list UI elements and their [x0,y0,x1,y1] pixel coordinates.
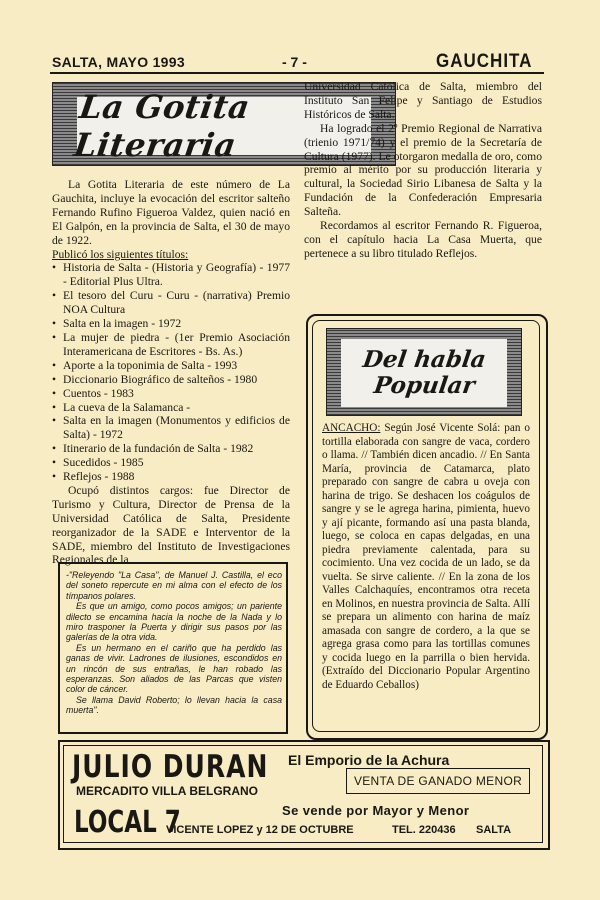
habla-entry [322,422,530,692]
masthead-logo: GAUCHITA [436,49,533,72]
ad-address: VICENTE LOPEZ y 12 DE OCTUBRE [166,824,354,836]
works-list [52,261,290,484]
list-item: • La cueva de la Salamanca - [52,401,290,415]
quote-paragraph: Se llama David Roberto; lo llevan hacia la casa muerta". [66,694,282,716]
ad-venta-box: VENTA DE GANADO MENOR [346,768,530,794]
habla-title-line2: Popular [371,372,477,399]
list-item: • Salta en la imagen - 1972 [52,317,290,331]
list-item: • Aporte a la toponimia de Salta - 1993 [52,359,290,373]
list-item: • Diccionario Biográfico de salteños - 1980 [52,373,290,387]
gotita-title: La Gotita Literaria [71,88,253,164]
list-item: • Sucedidos - 1985 [52,456,290,470]
left-column [52,178,290,567]
habla-title-line1: Del habla [360,346,488,373]
gotita-continuation: Universidad Católica de Salta, miembro del Instituto San Felipe y Santiago de Estudios Históricos de Salta. [304,80,542,121]
closing-paragraph: Recordamos al escritor Fernando R. Figueroa, con el capítulo hacia La Casa Muerta, que pertenece a su libro titulado Reflejos. [304,219,542,260]
quote-paragraph: Es un hermano en el cariño que ha perdido las ganas de vivir. Ladrones de ilusiones, escondidos en un rincón de sus entrañas, le han robado las esperanzas. Son aliados de las Parcas que visten color de cáncer. [66,642,282,695]
list-item: • Historia de Salta - (Historia y Geografía) - 1977 - Editorial Plus Ultra. [52,261,290,289]
ad-market: MERCADITO VILLA BELGRANO [76,784,258,798]
right-column [304,80,542,261]
header-rule [50,72,544,74]
career-paragraph: Ocupó distintos cargos: fue Director de Turismo y Cultura, Director de Prensa de la Universidad Católica de Salta, Presidente reorganizador de la SADE e Interventor de la SADE, miembro del Instituto de Investigaciones Regionales de la [52,483,290,567]
list-item: • El tesoro del Curu - Curu - (narrativa) Premio NOA Cultura [52,289,290,317]
ad-local: LOCAL 7 [74,806,181,840]
list-item: • Reflejos - 1988 [52,470,290,484]
habla-banner [326,328,522,416]
habla-definition: Según José Vicente Solá: pan o tortilla elaborada con sangre de vaca, cordero o llama. // También dicen ancadio. // En Santa María, provincia de Catamarca, plato preparado con sangre de cabra u oveja con harina de trigo. Se deshacen los coágulos de sangre y se le agrega harina, pimienta, huevo y ají picante, formando así una pasta blanda, luego, se coloca en capas delgadas, en una piedra previamente calentada, para su cocimiento. Una vez cocida de un lado, se da vuelta. Se sirve caliente. // En la zona de los Valles Calchaquíes, encontramos otra receta en Molinos, en nuestra provincia de Salta. Allí se prepara un alimento con harina de maíz amasada con sangre de cordero, a la que se agrega grasa como para las tortillas comunes y cocida luego en la parrilla o bien hervida. (Extraído del Diccionario Popular Argentino de Eduardo Ceballos) [322,422,530,691]
gotita-intro: La Gotita Literaria de este número de La Gauchita, incluye la evocación del escritor salteño Fernando Rufino Figueroa Valdez, quien nació en El Galpón, en la provincia de Salta, el 30 de mayo de 1922. [52,178,290,247]
header-date: SALTA, MAYO 1993 [52,54,185,70]
works-heading: Publicó los siguientes títulos: [52,247,189,261]
ad-sales-line: Se vende por Mayor y Menor [282,803,470,818]
ad-slogan: El Emporio de la Achura [288,752,450,768]
ad-business-name: JULIO DURAN [72,748,269,785]
quote-box [58,562,288,734]
list-item: • La mujer de piedra - (1er Premio Asociación Interamericana de Escritores - Bs. As.) [52,331,290,359]
habla-term: ANCACHO: [322,422,381,434]
list-item: • Salta en la imagen (Monumentos y edificios de Salta) - 1972 [52,414,290,442]
quote-paragraph: -"Releyendo "La Casa", de Manuel J. Castilla, el eco del soneto repercute en mi alma con el efecto de los tímpanos polares. [66,570,282,601]
page-number: - 7 - [282,54,307,70]
list-item: • Cuentos - 1983 [52,387,290,401]
award-paragraph: Ha logrado el 2º Premio Regional de Narrativa (trienio 1971/74) y el premio de la Secretaría de Cultura (1977). Le otorgaron medalla de oro, como premio al mérito por su producción literaria y cultural, la Sociedad Sirio Libanesa de Salta y la Fundación de la Confederación Empresaria Salteña. [304,121,542,219]
ad-phone: TEL. 220436 [392,824,456,836]
list-item: • Itinerario de la fundación de Salta - 1982 [52,442,290,456]
ad-city: SALTA [476,824,512,836]
quote-paragraph: Es que un amigo, como pocos amigos; un pariente dilecto se encamina hacia la noche de la Nada y lo miro trasponer la Puerta y dirigir sus pasos por las galerías de la otra vida. [66,601,282,643]
